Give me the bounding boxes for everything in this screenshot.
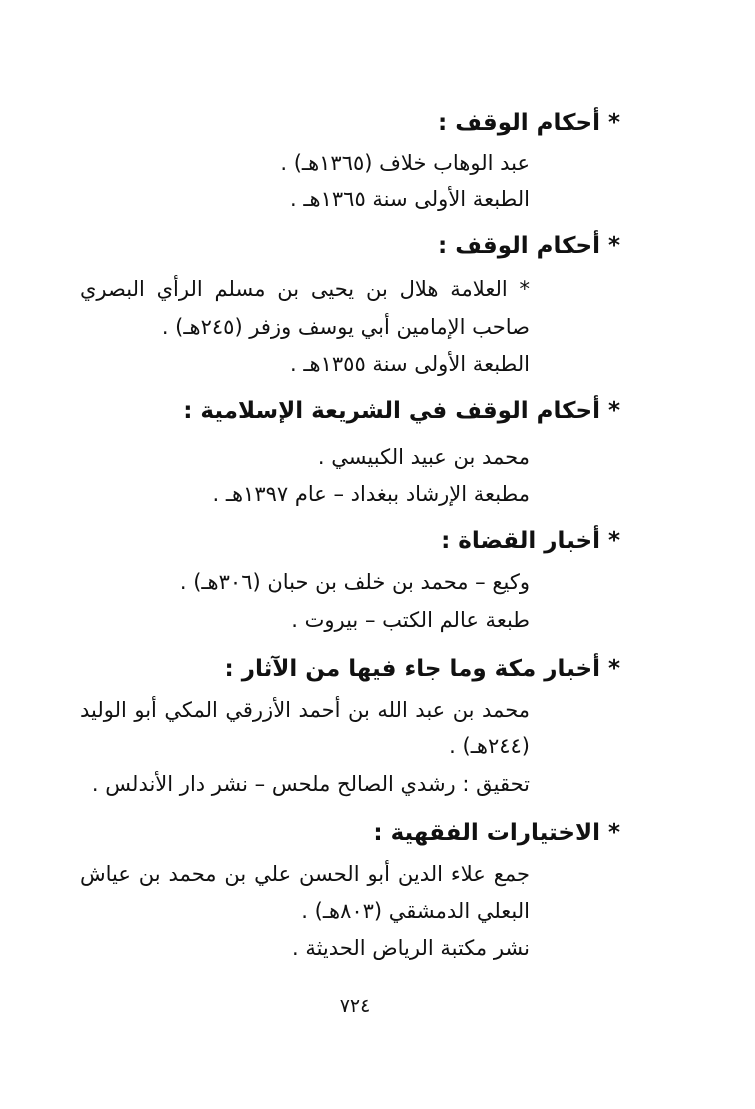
- entry-line: الطبعة الأولى سنة ١٣٦٥هـ .: [290, 187, 530, 211]
- entry-line: البعلي الدمشقي (٨٠٣هـ) .: [301, 899, 530, 923]
- entry-title: * أخبار مكة وما جاء فيها من الآثار :: [224, 656, 620, 682]
- entry-title: * أحكام الوقف في الشريعة الإسلامية :: [183, 398, 620, 424]
- entry-line: طبعة عالم الكتب – بيروت .: [291, 608, 530, 632]
- entry-title: * أحكام الوقف :: [438, 110, 620, 136]
- page-number: ٧٢٤: [339, 995, 371, 1017]
- entry-line: محمد بن عبيد الكبيسي .: [317, 445, 530, 469]
- entry-title: * أخبار القضاة :: [441, 528, 620, 554]
- entry-line: محمد بن عبد الله بن أحمد الأزرقي المكي أبو الوليد: [80, 698, 530, 722]
- entry-line: وكيع – محمد بن خلف بن حبان (٣٠٦هـ) .: [179, 570, 530, 594]
- entry-line: تحقيق : رشدي الصالح ملحس – نشر دار الأندلس .: [91, 772, 530, 796]
- entry-title: * أحكام الوقف :: [438, 233, 620, 259]
- entry-line: (٢٤٤هـ) .: [449, 734, 530, 758]
- entry-line: عبد الوهاب خلاف (١٣٦٥هـ) .: [280, 151, 530, 175]
- entry-line: صاحب الإمامين أبي يوسف وزفر (٢٤٥هـ) .: [161, 315, 530, 339]
- entry-title: * الاختيارات الفقهية :: [373, 820, 620, 846]
- entry-line: مطبعة الإرشاد ببغداد – عام ١٣٩٧هـ .: [212, 482, 530, 506]
- entry-line: جمع علاء الدين أبو الحسن علي بن محمد بن عياش: [80, 862, 530, 886]
- entry-line: * العلامة هلال بن يحيى بن مسلم الرأي البصري: [80, 277, 530, 301]
- entry-line: نشر مكتبة الرياض الحديثة .: [291, 936, 530, 960]
- entry-line: الطبعة الأولى سنة ١٣٥٥هـ .: [290, 352, 530, 376]
